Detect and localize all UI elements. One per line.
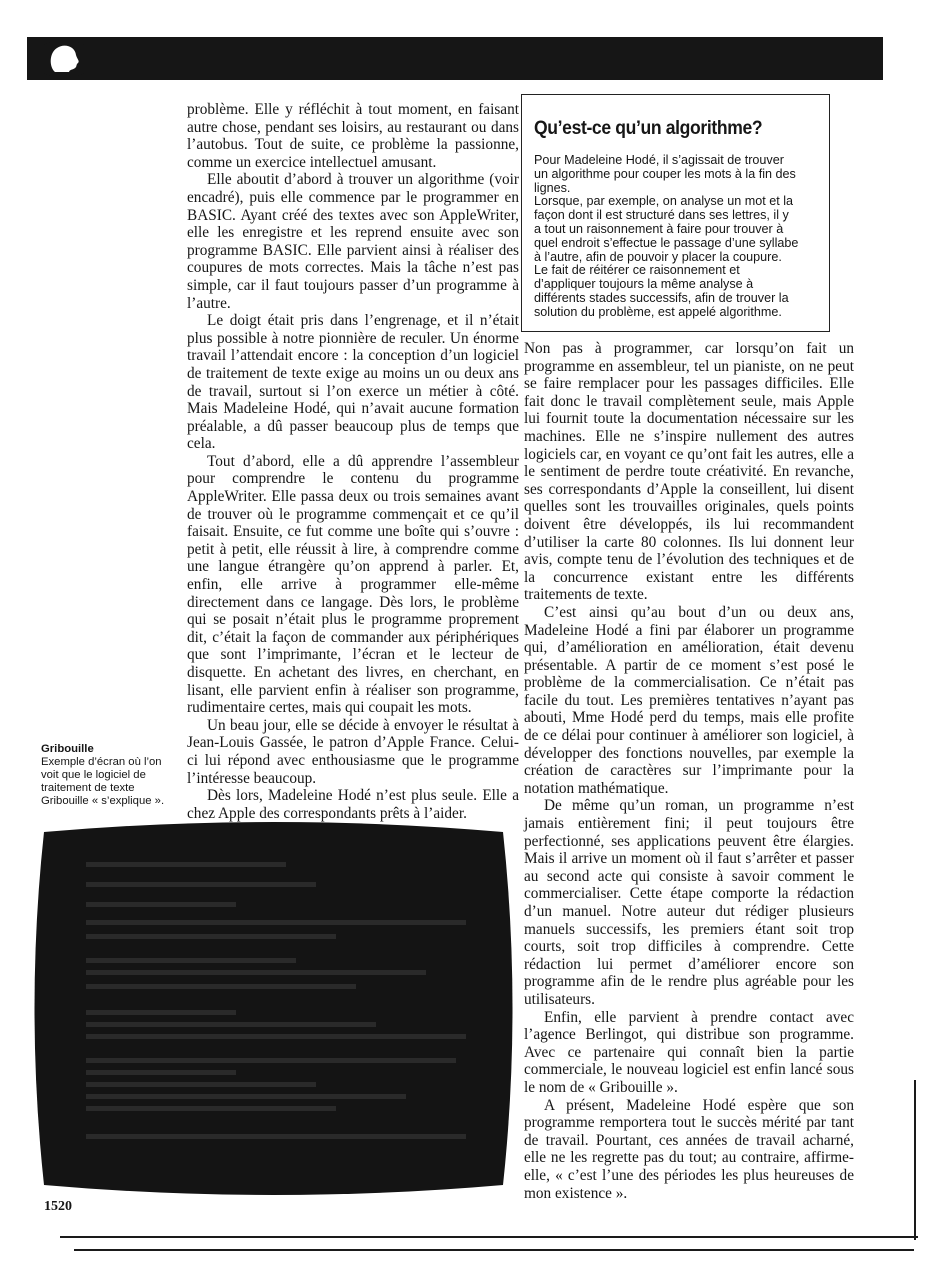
caption-line: voit que le logiciel de (41, 769, 146, 781)
page-number: 1520 (44, 1199, 72, 1214)
box-line: lignes. (534, 180, 571, 195)
box-line: un algorithme pour couper les mots à la fin des (534, 166, 796, 181)
box-line: a tout un raisonnement à faire pour trouver à (534, 221, 784, 236)
paragraph: De même qu’un roman, un programme n’est jamais entièrement fini; il peut toujours être perfectionné, ses applications peuvent être élargies. Mais il arrive un moment où il faut s’arrêter et passer au second acte qui consiste à savoir comment le commercialiser. Cette étape comporte la rédaction d’un manuel. Notre auteur dut rédiger plusieurs manuels successifs, les premiers étant soit trop courts, soit trop difficiles à comprendre. Cette rédaction lui permet d’améliorer encore son programme afin de le rendre plus agréable pour les utilisateurs. (524, 797, 854, 1008)
figure-caption (41, 743, 181, 808)
paragraph: C’est ainsi qu’au bout d’un ou deux ans, Madeleine Hodé a fini par élaborer un programme qui, d’amélioration en amélioration, était devenu présentable. A partir de ce moment s’est posé le problème de la commercialisation. Ce n’était pas facile du tout. Les premières tentatives n’ayant pas abouti, Mme Hodé perd du temps, mais elle profite de ce délai pour continuer à améliorer son logiciel, à développer des fonctions nouvelles, par exemple la création de caractères sur l’imprimante pour la notation mathématique. (524, 603, 854, 797)
paragraph: Dès lors, Madeleine Hodé n’est plus seule. Elle a chez Apple des correspondants prêts à l’aider. (187, 787, 519, 822)
box-line: Le fait de réitérer ce raisonnement et (534, 263, 740, 278)
paragraph: problème. Elle y réfléchit à tout moment, en faisant autre chose, pendant ses loisirs, au restaurant ou dans l’autobus. Tout de suite, ce problème la passionne, comme un exercice intellectuel amusant. (187, 101, 519, 171)
box-line: différents stades successifs, afin de trouver la (534, 290, 789, 305)
paragraph: Elle aboutit d’abord à trouver un algorithme (voir encadré), puis elle commence par le programmer en BASIC. Ayant créé des textes avec son AppleWriter, elle les enregistre et les reprend ensuite avec son programme BASIC. Elle parvient ainsi à réaliser des coupures de mots correctes. Mais la tâche n’est pas simple, car il faut toujours passer d’un programme à l’autre. (187, 171, 519, 312)
box-line: solution du problème, est appelé algorithme. (534, 304, 782, 319)
box-line: Pour Madeleine Hodé, il s’agissait de trouver (534, 153, 784, 167)
caption-line: traitement de texte (41, 782, 135, 794)
scan-edge-line (914, 1080, 916, 1240)
paragraph: A présent, Madeleine Hodé espère que son programme remportera tout le succès mérité par tant de travail. Pourtant, ces années de travail acharné, elle ne les regrette pas du tout; au contraire, affirme-elle, « c’est l’une des périodes les plus heureuses de mon existence ». (524, 1096, 854, 1202)
paragraph: Tout d’abord, elle a dû apprendre l’assembleur pour comprendre le contenu du programme AppleWriter. Elle passa deux ou trois semaines avant de trouver où le programme commençait et ce qu’il faisait. Ensuite, ce fut comme une boîte qui s’ouvre : petit à petit, elle réussit à lire, à comprendre comme une langue étrangère qu’on apprend à parler. Et, enfin, elle arrive à programmer elle-même directement dans ce langage. Dès lors, le problème qui se posait n’était plus le programme proprement dit, c’était la façon de commander aux périphériques que sont l’imprimante, l’écran et le lecteur de disquette. En achetant des livres, en cherchant, en lisant, elle parvient enfin à réaliser son programme, rudimentaire certes, mais qui coupait les mots. (187, 452, 519, 717)
box-body (534, 154, 824, 320)
caption-line: Gribouille « s’explique ». (41, 795, 165, 807)
box-title: Qu’est-ce qu’un algorithme? (534, 117, 763, 139)
profile-silhouette-icon (33, 39, 95, 79)
scan-edge-line (60, 1236, 918, 1238)
box-line: Lorsque, par exemple, on analyse un mot et la (534, 194, 794, 209)
crt-screen-image (30, 818, 517, 1199)
box-line: d’appliquer toujours la même analyse à (534, 277, 754, 292)
paragraph: Non pas à programmer, car lorsqu’on fait un programme en assembleur, tel un pianiste, on ne peut se faire remplacer pour les passages difficiles. Elle fait donc le travail complètement seule, mais Apple lui fournit toute la documentation nécessaire sur les machines. Elle ne s’inspire nullement des autres logiciels car, en voyant ce qu’ont fait les autres, elle a le sentiment de perdre toute créativité. En revanche, ses correspondants d’Apple la conseillent, lui disent quelles sont les trouvailles originales, quels points doivent être développés, ils lui recommandent d’utiliser la carte 80 colonnes. Ils lui donnent leur avis, compte tenu de l’évolution des techniques et de la concurrence existant entre les différents traitements de texte. (524, 340, 854, 604)
box-line: façon dont il est structuré dans ses lettres, il y (534, 208, 789, 223)
paragraph: Le doigt était pris dans l’engrenage, et il n’était plus possible à notre pionnière de reculer. Un énorme travail l’attendait encore : la conception d’un logiciel de traitement de texte exige au moins un ou deux ans de travail, surtout si l’on exerce un métier à côté. Mais Madeleine Hodé, qui n’avait aucune formation préalable, a dû passer beaucoup plus de temps que cela. (187, 312, 519, 453)
box-line: à l’autre, afin de pouvoir y placer la coupure. (534, 249, 782, 264)
caption-title: Gribouille (41, 743, 94, 755)
screen-photo (30, 818, 517, 1199)
box-line: quel endroit s’effectue le passage d’une syllabe (534, 235, 799, 250)
scan-edge-line (74, 1249, 914, 1251)
left-column (187, 101, 519, 822)
header-bar (27, 37, 883, 80)
paragraph: Enfin, elle parvient à prendre contact avec l’agence Berlingot, qui distribue son programme. Avec ce partenaire qui connaît bien la partie commerciale, le nouveau logiciel est enfin lancé sous le nom de « Gribouille ». (524, 1008, 854, 1096)
paragraph: Un beau jour, elle se décide à envoyer le résultat à Jean-Louis Gassée, le patron d’Apple France. Celui-ci lui répond avec enthousiasme que le programme l’intéresse beaucoup. (187, 716, 519, 787)
algorithm-sidebar-box (521, 94, 830, 332)
caption-line: Exemple d’écran où l’on (41, 756, 162, 768)
right-column (524, 340, 854, 1202)
